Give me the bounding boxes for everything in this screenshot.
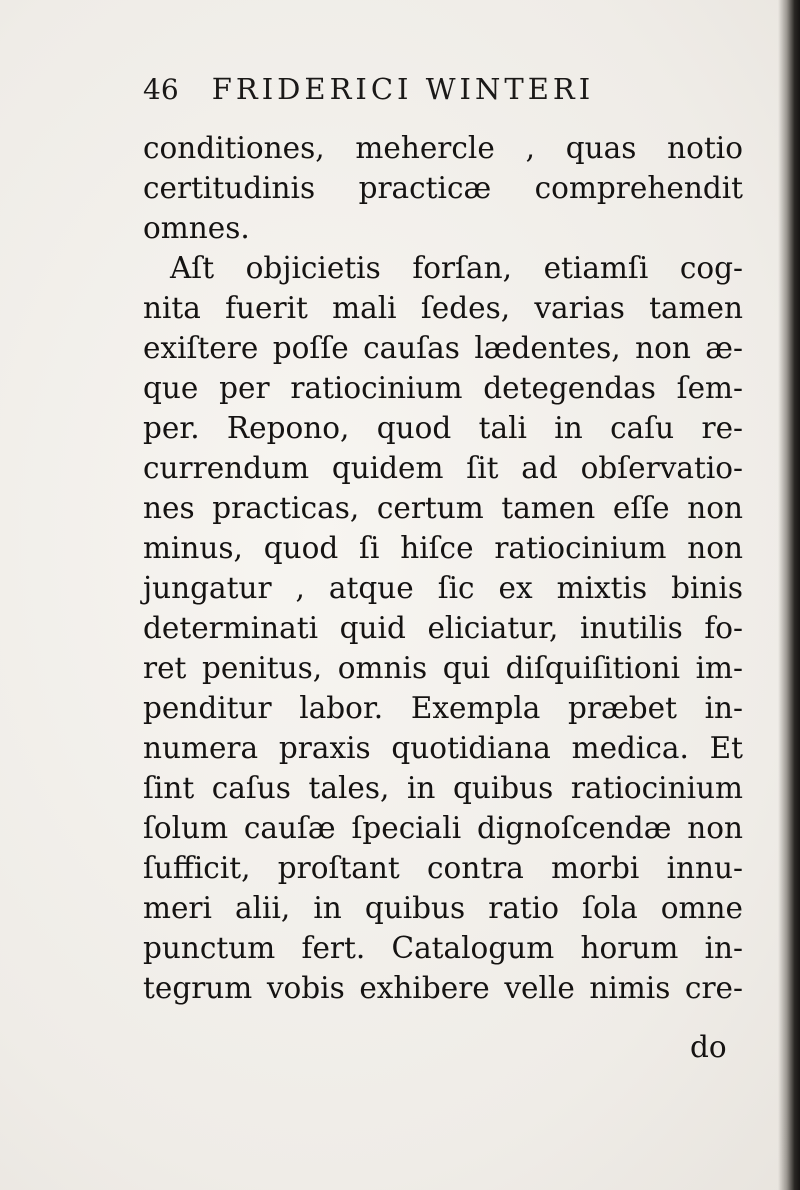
- text-line: ret penitus, omnis qui diſquiſitioni im-: [143, 651, 743, 685]
- text-line: currendum quidem ſit ad obſervatio-: [143, 451, 743, 485]
- catchword: do: [690, 1030, 727, 1064]
- text-line: ſolum cauſæ ſpeciali dignoſcendæ non: [143, 811, 743, 845]
- text-line: determinati quid eliciatur, inutilis fo-: [143, 611, 743, 645]
- text-line: omnes.: [143, 211, 250, 245]
- text-line: numera praxis quotidiana medica. Et: [143, 731, 743, 765]
- text-line: certitudinis practicæ comprehendit: [143, 171, 743, 205]
- body-text: [143, 128, 743, 1008]
- page-header: [143, 72, 594, 112]
- text-line: jungatur , atque ſic ex mixtis binis: [143, 571, 743, 605]
- text-line: que per ratiocinium detegendas ſem-: [143, 371, 743, 405]
- text-line: tegrum vobis exhibere velle nimis cre-: [143, 971, 743, 1005]
- text-line: ſint caſus tales, in quibus ratiocinium: [143, 771, 743, 805]
- page-edge-shadow: [778, 0, 800, 1190]
- text-line: ſufficit, proſtant contra morbi innu-: [143, 851, 743, 885]
- text-line: meri alii, in quibus ratio ſola omne: [143, 891, 743, 925]
- text-line: penditur labor. Exempla præbet in-: [143, 691, 743, 725]
- text-line: minus, quod ſi hiſce ratiocinium non: [143, 531, 743, 565]
- page-number: 46: [143, 73, 179, 106]
- text-line: per. Repono, quod tali in caſu re-: [143, 411, 743, 445]
- text-line: punctum fert. Catalogum horum in-: [143, 931, 743, 965]
- text-line: nita fuerit mali ſedes, varias tamen: [143, 291, 743, 325]
- text-line: conditiones, mehercle , quas notio: [143, 131, 743, 165]
- text-line: exiſtere poſſe cauſas lædentes, non æ-: [143, 331, 743, 365]
- text-line: Aſt objicietis forſan, etiamſi cog-: [170, 251, 743, 285]
- running-title: FRIDERICI WINTERI: [211, 72, 595, 106]
- text-line: nes practicas, certum tamen eſſe non: [143, 491, 743, 525]
